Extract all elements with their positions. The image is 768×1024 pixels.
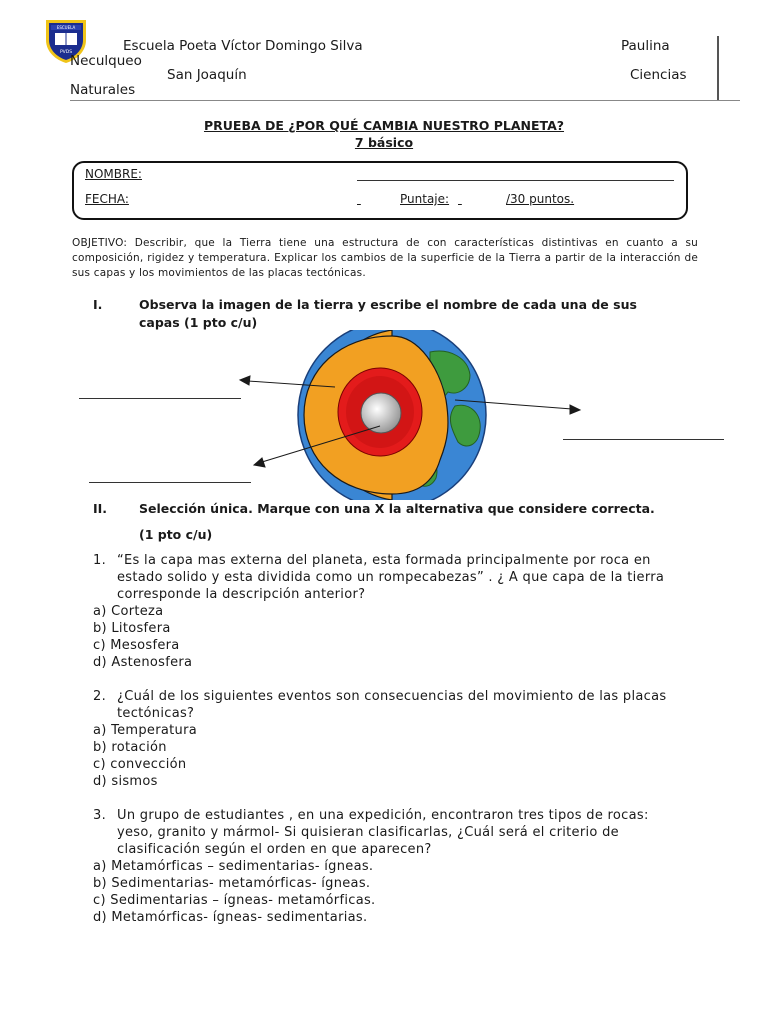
inner-core-layer [361, 393, 401, 433]
name-label: NOMBRE: [85, 167, 142, 181]
q2-option-c-letter: c) [93, 757, 106, 772]
q2-option-d-text: sismos [111, 774, 158, 789]
date-label: FECHA: [85, 192, 129, 206]
question-2-number: 2. [93, 689, 107, 704]
section-1-instruction-line1: Observa la imagen de la tierra y escribe el nombre de cada una de sus [139, 297, 637, 312]
q1-option-a-letter: a) [93, 604, 107, 619]
logo-bottom-text: PVDS [59, 50, 73, 55]
section-2-instruction-line1: Selección única. Marque con una X la alternativa que considere correcta. [139, 501, 655, 516]
question-3-line2: yeso, granito y mármol- Si quisieran clasificarlas, ¿Cuál será el criterio de [117, 825, 619, 840]
q3-option-d-text: Metamórficas- ígneas- sedimentarias. [111, 910, 368, 925]
objective-text: OBJETIVO: Describir, que la Tierra tiene una estructura de con características distintivas en cuanto a su composición, rigidez y temperatura. Explicar los cambios de la superficie de la Tierra a partir de la interacción de sus capas y los movimientos de las placas tectónicas. [72, 237, 698, 279]
earth-layers-diagram [0, 330, 768, 500]
answer-line-crust[interactable] [563, 439, 724, 440]
q1-option-c[interactable] [93, 637, 180, 654]
commune: San Joaquín [167, 67, 247, 83]
header-vertical-divider [717, 36, 719, 100]
name-field-line[interactable] [357, 180, 674, 181]
q2-option-b[interactable] [93, 739, 167, 756]
test-title-text: PRUEBA DE ¿POR QUÉ CAMBIA NUESTRO PLANETA? [203, 118, 565, 133]
question-3-number: 3. [93, 808, 107, 823]
q1-option-b[interactable] [93, 620, 171, 637]
q2-option-b-text: rotación [111, 740, 167, 755]
q2-option-c[interactable] [93, 756, 186, 773]
q2-option-d[interactable] [93, 773, 158, 790]
teacher-first-name: Paulina [621, 38, 670, 54]
teacher-last-name: Neculqueo [70, 53, 142, 69]
question-1-line3: corresponde la descripción anterior? [117, 587, 366, 602]
q1-option-d-text: Astenosfera [111, 655, 193, 670]
q3-option-b[interactable] [93, 875, 370, 892]
q1-option-c-letter: c) [93, 638, 106, 653]
q2-option-b-letter: b) [93, 740, 107, 755]
question-1-line1: “Es la capa mas externa del planeta, esta formada principalmente por roca en [117, 553, 651, 568]
logo-top-text: ESCUELA [56, 25, 76, 30]
q1-option-a[interactable] [93, 603, 163, 620]
q1-option-b-text: Litosfera [111, 621, 171, 636]
q1-option-d[interactable] [93, 654, 192, 671]
question-3-line3: clasificación según el orden en que aparecen? [117, 842, 432, 857]
section-2-number: II. [93, 501, 108, 516]
answer-line-mantle[interactable] [79, 398, 241, 399]
q3-option-c-letter: c) [93, 893, 106, 908]
q2-option-c-text: convección [110, 757, 187, 772]
q3-option-c[interactable] [93, 892, 375, 909]
subject-last: Naturales [70, 82, 136, 98]
question-1-line2: estado solido y esta dividida como un rompecabezas” . ¿ A que capa de la tierra [117, 570, 665, 585]
section-1-number: I. [93, 297, 103, 312]
q3-option-a[interactable] [93, 858, 373, 875]
q2-option-d-letter: d) [93, 774, 107, 789]
q3-option-d-letter: d) [93, 910, 107, 925]
q3-option-c-text: Sedimentarias – ígneas- metamórficas. [110, 893, 376, 908]
score-total: /30 puntos. [506, 192, 575, 206]
subject-first: Ciencias [630, 67, 687, 83]
q3-option-b-letter: b) [93, 876, 107, 891]
q3-option-d[interactable] [93, 909, 367, 926]
q1-option-c-text: Mesosfera [110, 638, 180, 653]
q2-option-a[interactable] [93, 722, 197, 739]
question-3-line1: Un grupo de estudiantes , en una expedición, encontraron tres tipos de rocas: [117, 808, 649, 823]
q3-option-a-text: Metamórficas – sedimentarias- ígneas. [111, 859, 374, 874]
section-2-instruction-line2: (1 pto c/u) [139, 527, 213, 542]
student-info-box [72, 161, 688, 220]
school-name: Escuela Poeta Víctor Domingo Silva [123, 38, 363, 54]
q2-option-a-text: Temperatura [111, 723, 197, 738]
score-field-line[interactable] [458, 192, 506, 206]
header-horizontal-divider [70, 100, 740, 101]
answer-line-core[interactable] [89, 482, 251, 483]
grade-title [0, 135, 768, 150]
question-2-line1: ¿Cuál de los siguientes eventos son consecuencias del movimiento de las placas [117, 689, 667, 704]
grade-text: 7 básico [354, 135, 414, 150]
test-title [0, 118, 768, 133]
q1-option-b-letter: b) [93, 621, 107, 636]
q3-option-a-letter: a) [93, 859, 107, 874]
q2-option-a-letter: a) [93, 723, 107, 738]
section-1-instruction-line2: capas (1 pto c/u) [139, 315, 258, 330]
score-label: Puntaje: [400, 192, 450, 206]
q1-option-d-letter: d) [93, 655, 107, 670]
question-1-number: 1. [93, 553, 107, 568]
q1-option-a-text: Corteza [111, 604, 164, 619]
question-2-line2: tectónicas? [117, 706, 195, 721]
q3-option-b-text: Sedimentarias- metamórficas- ígneas. [111, 876, 371, 891]
date-field-line[interactable] [357, 192, 401, 206]
